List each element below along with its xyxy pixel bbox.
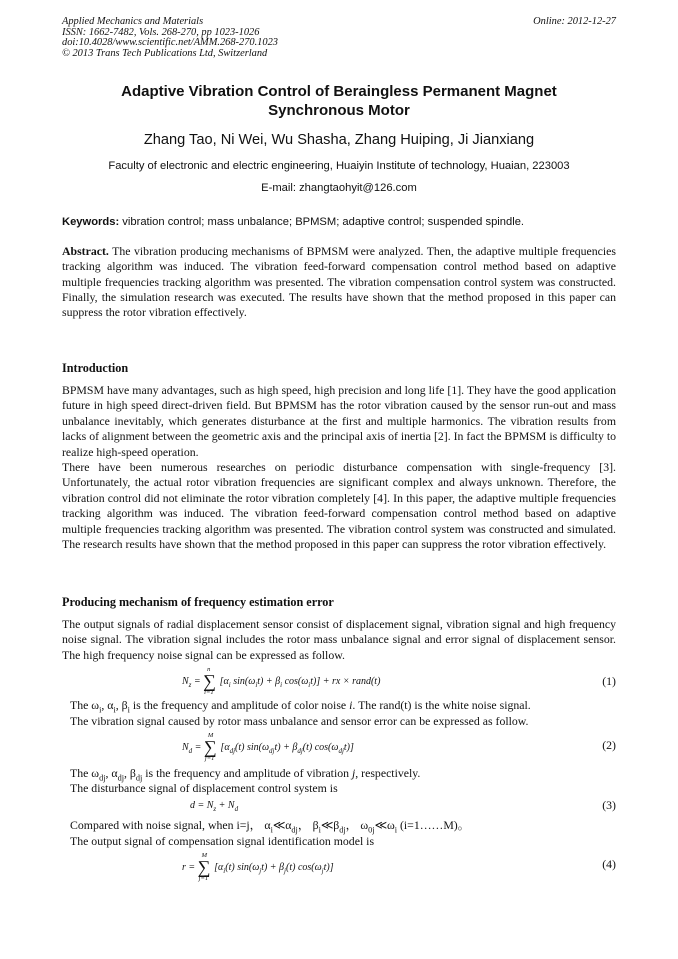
section-heading-producing-mechanism: Producing mechanism of frequency estimation error: [62, 595, 334, 609]
journal-doi: doi:10.4028/www.scientific.net/AMM.268-270.1023: [62, 37, 278, 49]
keywords: [62, 215, 618, 229]
title-line-1: Adaptive Vibration Control of Beraingless Permanent Magnet: [121, 83, 557, 100]
affiliation: Faculty of electronic and electric engineering, Huaiyin Institute of technology, Huaian, 223003: [108, 160, 570, 172]
abstract: [62, 244, 616, 320]
abstract-label: Abstract.: [62, 244, 109, 258]
online-date: Online: 2012-12-27: [533, 16, 616, 27]
intro-paragraph-2: There have been numerous researches on periodic disturbance compensation with single-frequency [3]. Unfortunately, the actual rotor vibration frequencies are significant complex and always unknown. Therefore, the vibration control did not eliminate the rotor vibration completely [4]. In this paper, the adaptive multiple frequencies tracking algorithm was induced. The vibration feed-forward compensation control method based on adaptive multiple frequencies tracking algorithm was presented. The vibration control system was constructed and simulated. The research results have shown that the method proposed in this paper can suppress the rotor vibration effectively.: [62, 460, 616, 552]
equation-2-number: (2): [602, 738, 616, 752]
output-signal-line: The output signal of compensation signal identification model is: [70, 834, 375, 848]
equation-3-number: (3): [602, 798, 616, 812]
section2-paragraph-1: The output signals of radial displacement sensor consist of displacement signal, vibration signal and high frequency noise signal. The vibration signal includes the rotor mass unbalance signal and error signal of displacement sensor. The high frequency noise signal can be expressed as follow.: [62, 617, 616, 662]
journal-name: Applied Mechanics and Materials: [62, 16, 204, 27]
equation-4: r = M ∑ j=1 [$\alpha_i(t) \sin(\omega_jt) + \beta_j(t)$ $\cos(\omega_jt)$]: [182, 852, 334, 882]
eq1-description: The $\omega_i$, $\alpha_i$, $\beta_i$ is the frequency and amplitude of color noise i. The rand(t) is the white noise signal.: [70, 698, 531, 715]
section-heading-introduction: Introduction: [62, 361, 129, 375]
keywords-text: vibration control; mass unbalance; BPMSM; adaptive control; suspended spindle.: [119, 216, 525, 228]
eq2-description: The $\omega_{dj}$, $\alpha_{dj}$, $\beta_{dj}$ is the frequency and amplitude of vibration j, respectively.: [70, 766, 421, 783]
vibration-signal-line: The vibration signal caused by rotor mass unbalance and sensor error can be expressed as follow.: [70, 714, 529, 728]
author-list: Zhang Tao, Ni Wei, Wu Shasha, Zhang Huiping, Ji Jianxiang: [143, 132, 535, 148]
abstract-text: The vibration producing mechanisms of BPMSM were analyzed. Then, the adaptive multiple frequencies tracking algorithm was induced. The vibration feed-forward compensation control method based on adaptive multiple frequencies tracking algorithm was presented. The vibration compensation control system was constructed. Finally, the simulation research was executed. The results have shown that the method proposed in this paper can suppress the rotor vibration effectively.: [62, 244, 616, 320]
equation-4-number: (4): [602, 857, 616, 871]
equation-1: $N_z$ = n ∑ i=1 [$\alpha_i$ $\sin(\omega_it) + \beta_i$ $\cos(\omega_it)$] + rx × rand(t): [182, 666, 381, 696]
intro-paragraph-1: BPMSM have many advantages, such as high speed, high precision and long life [1]. They have the good application future in high speed direct-driven field. But BPMSM has the rotor vibration caused by the sensor run-out and mass unbalance inevitably, which generates disturbance at the first and multiple harmonics. The vibration results from lacks of alignment between the geometric axis and the principal axis of inertia [2]. In fact the BPMSM is difficulty to realize high-speed operation.: [62, 383, 616, 459]
journal-copyright: © 2013 Trans Tech Publications Ltd, Switzerland: [62, 47, 268, 59]
paper-title: [70, 82, 608, 120]
journal-header: [62, 17, 616, 59]
equation-3: $d = N_z + N_d$: [190, 800, 239, 813]
disturbance-signal-line: The disturbance signal of displacement control system is: [70, 781, 338, 795]
title-line-2: Synchronous Motor: [268, 102, 410, 119]
journal-issn: ISSN: 1662-7482, Vols. 268-270, pp 1023-1026: [62, 26, 260, 38]
contact-email: E-mail: zhangtaohyit@126.com: [261, 182, 417, 194]
comparison-line: Compared with noise signal, when i=j， $\alpha_i≪\alpha_{dj}$， $\beta_i≪\beta_{dj}$， $\omega_{0j}≪\omega_i$ (i=1……M)。: [70, 818, 470, 835]
equation-2: $N_d$ = M ∑ j=1 [$\alpha_{dj}(t) \sin(\omega_{dj}t) + \beta_{dj}(t)$ $\cos(\omega_{dj}t)$]: [182, 732, 354, 762]
equation-1-number: (1): [602, 674, 616, 688]
keywords-label: Keywords:: [62, 216, 120, 228]
